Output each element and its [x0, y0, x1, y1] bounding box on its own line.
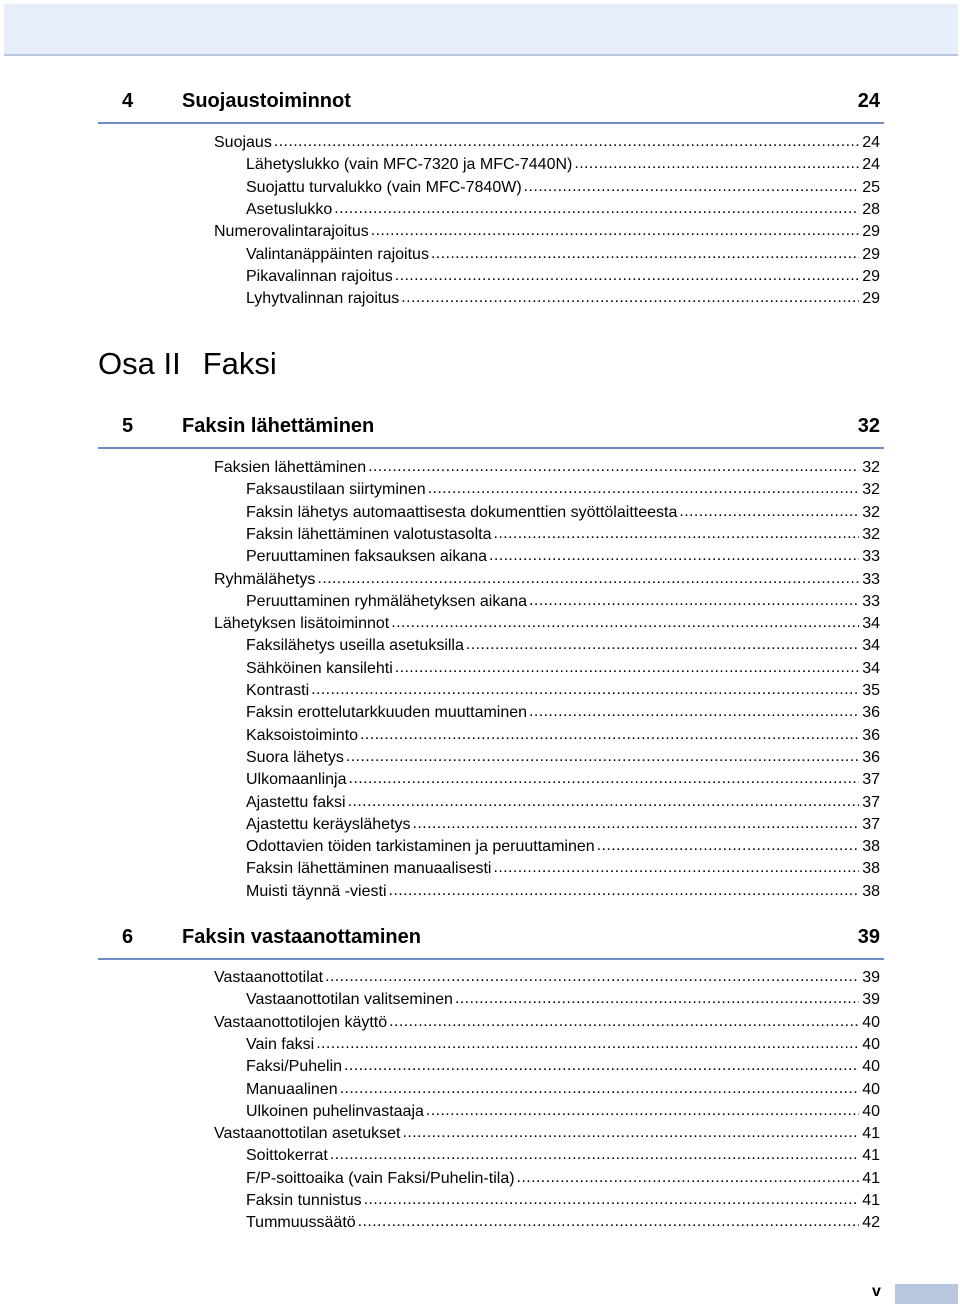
toc-entry-page: 29 — [862, 223, 880, 241]
toc-entry-label: Ryhmälähetys — [214, 570, 316, 588]
toc-entry-page: 40 — [862, 1102, 880, 1120]
toc-entry[interactable] — [246, 680, 880, 702]
toc-entry-label: Peruuttaminen ryhmälähetyksen aikana — [246, 592, 528, 610]
dot-leader — [431, 243, 859, 265]
toc-entry[interactable] — [246, 858, 880, 880]
dot-leader — [349, 768, 860, 790]
toc-entry-page: 37 — [862, 815, 880, 833]
toc-entry-page: 36 — [862, 726, 880, 744]
toc-entry-label: Faksin erottelutarkkuuden muuttaminen — [246, 704, 528, 722]
toc-entry-page: 39 — [862, 991, 880, 1009]
dot-leader — [330, 1144, 859, 1166]
toc-entry[interactable] — [246, 546, 880, 568]
toc-entry-page: 29 — [862, 290, 880, 308]
toc-entry-page: 40 — [862, 1035, 880, 1053]
chapter-number: 4 — [122, 90, 134, 112]
toc-entry-page: 42 — [862, 1214, 880, 1232]
toc-entry[interactable] — [246, 814, 880, 836]
toc-entry[interactable] — [246, 1168, 880, 1190]
toc-entry-page: 25 — [862, 178, 880, 196]
toc-entry[interactable] — [246, 1056, 880, 1078]
toc-entry-label: Numerovalintarajoitus — [214, 223, 369, 241]
toc-entry-label: Faksin lähettäminen valotustasolta — [246, 525, 492, 543]
toc-entry[interactable] — [246, 989, 880, 1011]
toc-entry[interactable] — [246, 881, 880, 903]
toc-entry[interactable] — [246, 479, 880, 501]
dot-leader — [401, 287, 859, 309]
header-band — [4, 4, 958, 56]
toc-entry-label: Faksi/Puhelin — [246, 1058, 343, 1076]
toc-entry-label: Vastaanottotilat — [214, 969, 324, 986]
dot-leader — [426, 1100, 859, 1122]
toc-entry-label: Faksin lähetys automaattisesta dokumenttien syöttölaitteesta — [246, 503, 678, 521]
dot-leader — [455, 988, 859, 1010]
toc-entry-page: 37 — [862, 771, 880, 789]
toc-entry-page: 34 — [862, 637, 880, 655]
toc-entry-page: 41 — [862, 1125, 880, 1143]
toc-entry[interactable] — [246, 658, 880, 680]
toc-entry-page: 40 — [862, 1013, 880, 1031]
toc-entry-label: Ulkomaanlinja — [246, 771, 347, 789]
dot-leader — [493, 857, 859, 879]
toc-entry[interactable] — [246, 1034, 880, 1056]
toc-entry[interactable] — [246, 244, 880, 266]
toc-entry-label: Pikavalinnan rajoitus — [246, 267, 393, 285]
dot-leader — [334, 198, 859, 220]
dot-leader — [391, 612, 859, 634]
dot-leader — [317, 568, 859, 590]
toc-entry[interactable] — [246, 725, 880, 747]
toc-entry-label: Sähköinen kansilehti — [246, 659, 393, 677]
toc-entry-label: Faksaustilaan siirtyminen — [246, 481, 426, 499]
toc-entry[interactable] — [246, 769, 880, 791]
dot-leader — [524, 176, 859, 198]
toc-entry-page: 24 — [862, 134, 880, 151]
toc-entry-label: Suojaus — [214, 134, 272, 151]
toc-entry-page: 41 — [862, 1192, 880, 1209]
dot-leader — [346, 746, 859, 768]
dot-leader — [371, 220, 859, 242]
toc-entry-page: 32 — [862, 503, 880, 521]
toc-entry-label: Peruuttaminen faksauksen aikana — [246, 548, 488, 566]
toc-entry-label: Kaksoistoiminto — [246, 726, 359, 744]
toc-entry-page: 29 — [862, 245, 880, 263]
toc-entry-label: Valintanäppäinten rajoitus — [246, 245, 429, 263]
dot-leader — [368, 456, 859, 478]
toc-entry-page: 38 — [862, 860, 880, 878]
toc-entry-label: Lähetyksen lisätoiminnot — [214, 615, 390, 633]
chapter-heading-4[interactable] — [98, 86, 884, 124]
page-number: v — [872, 1283, 881, 1300]
toc-entry-page: 33 — [862, 570, 880, 588]
toc-entry[interactable] — [246, 1212, 880, 1234]
toc-entry[interactable] — [246, 1145, 880, 1167]
chapter-page: 32 — [857, 415, 880, 437]
toc-entry-label: Suojattu turvalukko (vain MFC-7840W) — [246, 178, 522, 196]
toc-entry[interactable] — [246, 288, 880, 310]
dot-leader — [311, 679, 859, 701]
toc-entry-page: 41 — [862, 1147, 880, 1165]
chapter-page: 24 — [857, 90, 880, 112]
dot-leader — [428, 478, 859, 500]
chapter-heading-5[interactable] — [98, 411, 884, 449]
toc-entry-label: Lähetyslukko (vain MFC-7320 ja MFC-7440N) — [246, 156, 573, 174]
toc-entry[interactable] — [214, 132, 880, 154]
chapter-title: Faksin lähettäminen — [182, 415, 375, 437]
part-heading — [98, 346, 277, 382]
toc-entry-page: 29 — [862, 267, 880, 285]
toc-entry[interactable] — [246, 199, 880, 221]
toc-entry[interactable] — [246, 154, 880, 176]
toc-entry-label: Faksin tunnistus — [246, 1192, 362, 1209]
dot-leader — [679, 501, 859, 523]
toc-entry-page: 33 — [862, 592, 880, 610]
toc-entry[interactable] — [246, 524, 880, 546]
toc-entry-label: Vain faksi — [246, 1035, 315, 1053]
toc-entry[interactable] — [246, 1101, 880, 1123]
dot-leader — [364, 1189, 859, 1211]
toc-entry-label: Lyhytvalinnan rajoitus — [246, 290, 400, 308]
dot-leader — [403, 1122, 860, 1144]
dot-leader — [358, 1211, 859, 1233]
toc-entry-label: Kontrasti — [246, 682, 310, 699]
toc-entry-page: 24 — [862, 156, 880, 174]
dot-leader — [340, 1078, 859, 1100]
dot-leader — [466, 634, 859, 656]
dot-leader — [395, 265, 859, 287]
toc-entry-page: 37 — [862, 793, 880, 811]
dot-leader — [274, 131, 859, 153]
toc-entry-page: 39 — [862, 969, 880, 986]
dot-leader — [597, 835, 859, 857]
part-title: Faksi — [202, 346, 277, 381]
dot-leader — [493, 523, 859, 545]
toc-entry[interactable] — [214, 457, 880, 479]
part-label: Osa II — [98, 346, 181, 381]
toc-entry[interactable] — [246, 1190, 880, 1212]
toc-entry-label: Manuaalinen — [246, 1080, 338, 1098]
dot-leader — [529, 590, 859, 612]
dot-leader — [389, 880, 860, 902]
toc-entry-page: 36 — [862, 704, 880, 722]
dot-leader — [517, 1167, 859, 1189]
toc-entry-page: 33 — [862, 548, 880, 566]
toc-entry-label: Vastaanottotilojen käyttö — [214, 1013, 388, 1031]
toc-entry-page: 40 — [862, 1080, 880, 1098]
toc-entry[interactable] — [246, 836, 880, 858]
toc-entry-page: 35 — [862, 682, 880, 699]
toc-entry-page: 40 — [862, 1058, 880, 1076]
toc-entry-page: 32 — [862, 525, 880, 543]
dot-leader — [325, 966, 859, 988]
toc-entry[interactable] — [246, 266, 880, 288]
toc-entry-page: 38 — [862, 882, 880, 900]
toc-entry-page: 41 — [862, 1169, 880, 1187]
toc-entry-label: Suora lähetys — [246, 748, 344, 766]
toc-entry[interactable] — [214, 967, 880, 989]
toc-entry-label: Tummuussäätö — [246, 1214, 356, 1232]
toc-entry-label: Faksilähetys useilla asetuksilla — [246, 637, 464, 655]
chapter-page: 39 — [857, 926, 880, 948]
toc-entry[interactable] — [246, 591, 880, 613]
toc-entry[interactable] — [246, 792, 880, 814]
footer-tab — [895, 1284, 958, 1304]
toc-entry[interactable] — [246, 747, 880, 769]
chapter-title: Suojaustoiminnot — [182, 90, 351, 112]
toc-entry[interactable] — [214, 569, 880, 591]
chapter-heading-6[interactable] — [98, 922, 884, 960]
dot-leader — [348, 791, 859, 813]
toc-entry-page: 32 — [862, 459, 880, 476]
toc-entry-page: 28 — [862, 200, 880, 218]
dot-leader — [413, 813, 859, 835]
toc-entry-label: Faksien lähettäminen — [214, 459, 367, 476]
toc-entry-page: 32 — [862, 481, 880, 499]
dot-leader — [360, 724, 859, 746]
toc-entry-label: Ajastettu faksi — [246, 793, 346, 811]
toc-entry-page: 34 — [862, 615, 880, 633]
dot-leader — [344, 1055, 859, 1077]
chapter-number: 6 — [122, 926, 134, 948]
toc-entry[interactable] — [246, 702, 880, 724]
chapter-title: Faksin vastaanottaminen — [182, 926, 421, 948]
toc-entry[interactable] — [246, 1079, 880, 1101]
toc-entry-label: Ajastettu keräyslähetys — [246, 815, 411, 833]
toc-entry[interactable] — [246, 635, 880, 657]
dot-leader — [489, 545, 859, 567]
dot-leader — [395, 657, 859, 679]
chapter-number: 5 — [122, 415, 134, 437]
toc-entry[interactable] — [214, 1123, 880, 1145]
toc-entry-label: Asetuslukko — [246, 200, 333, 218]
toc-entry-label: Soittokerrat — [246, 1147, 328, 1165]
toc-entry-page: 34 — [862, 659, 880, 677]
dot-leader — [316, 1033, 859, 1055]
toc-entry-label: Ulkoinen puhelinvastaaja — [246, 1102, 424, 1120]
toc-entry-label: Vastaanottotilan asetukset — [214, 1125, 401, 1143]
toc-entry[interactable] — [214, 221, 880, 243]
toc-entry-page: 36 — [862, 748, 880, 766]
toc-entry-label: Muisti täynnä -viesti — [246, 882, 387, 900]
toc-entry[interactable] — [214, 613, 880, 635]
toc-entry-label: Vastaanottotilan valitseminen — [246, 991, 453, 1009]
toc-entry-page: 38 — [862, 838, 880, 856]
toc-entry[interactable] — [246, 177, 880, 199]
toc-entry-label: F/P-soittoaika (vain Faksi/Puhelin-tila) — [246, 1169, 515, 1187]
dot-leader — [574, 153, 859, 175]
toc-entry[interactable] — [214, 1012, 880, 1034]
toc-entry-label: Odottavien töiden tarkistaminen ja peruuttaminen — [246, 838, 595, 856]
dot-leader — [529, 701, 859, 723]
toc-entry-label: Faksin lähettäminen manuaalisesti — [246, 860, 492, 878]
toc-entry[interactable] — [246, 502, 880, 524]
dot-leader — [389, 1011, 859, 1033]
